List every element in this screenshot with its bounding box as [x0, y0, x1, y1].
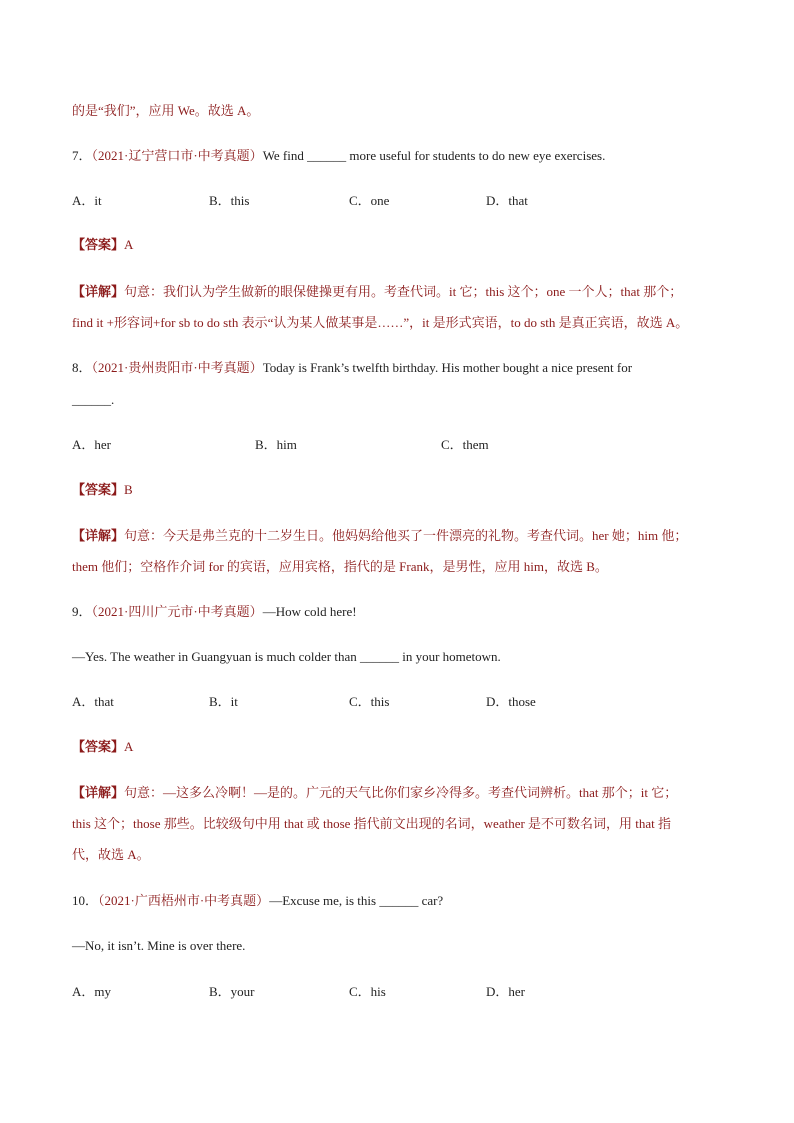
q7-answer: [72, 236, 738, 254]
q9-option-c: C．this: [349, 694, 390, 709]
q8-stem: [72, 359, 738, 377]
q7-option-c: C．one: [349, 193, 390, 208]
q9-detail-text-1: 句意：—这多么冷啊！—是的。广元的天气比你们家乡冷得多。考查代词辨析。that 那个；it 它；: [124, 785, 678, 800]
q7-detail-text-1: 句意：我们认为学生做新的眼保健操更有用。考查代词。it 它；this 这个；one 一个人；that 那个；: [124, 284, 683, 299]
q9-detail-3: 代，故选 A。: [72, 847, 150, 862]
q9-stem: [72, 603, 738, 621]
q9-number: 9．: [72, 604, 92, 619]
q8-detail-2: them 他们；空格作介词 for 的宾语，应用宾格，指代的是 Frank，是男性，应用 him，故选 B。: [72, 559, 608, 574]
q7-detail-tag: 【详解】: [72, 284, 125, 299]
q7-stem-text: We find ______ more useful for students to do new eye exercises.: [262, 148, 606, 163]
q10-option-d: D．her: [486, 984, 525, 999]
q7-number: 7．: [72, 148, 92, 163]
q9-answer: [72, 738, 738, 756]
q8-detail-tag: 【详解】: [72, 528, 125, 543]
q10-stem-text: —Excuse me, is this ______ car?: [269, 893, 444, 908]
q8-detail-1: [72, 527, 738, 545]
q9-source: （2021·四川广元市·中考真题）: [91, 604, 263, 619]
intro-text-a: 的是“我们”，应用: [72, 103, 178, 118]
q7-answer-tag: 【答案】: [72, 237, 125, 252]
q10-option-c: C．his: [349, 984, 386, 999]
q8-number: 8．: [72, 360, 92, 375]
q8-option-b: B．him: [255, 437, 297, 452]
q9-detail-2: this 这个；those 那些。比较级句中用 that 或 those 指代前文出现的名词，weather 是不可数名词，用 that 指: [72, 816, 672, 831]
q7-option-d: D．that: [486, 193, 528, 208]
q9-option-b: B．it: [209, 694, 238, 709]
q9-answer-tag: 【答案】: [72, 739, 125, 754]
q8-detail-text-1: 句意：今天是弗兰克的十二岁生日。他妈妈给他买了一件漂亮的礼物。考查代词。her 她；him 他；: [124, 528, 688, 543]
q7-detail-2: find it +形容词+for sb to do sth 表示“认为某人做某事是……”，it 是形式宾语，to do sth 是真正宾语，故选 A。: [72, 315, 689, 330]
q8-option-a: A．her: [72, 437, 111, 452]
q8-source: （2021·贵州贵阳市·中考真题）: [91, 360, 263, 375]
intro-line: [72, 102, 738, 120]
q9-stem-text: —How cold here!: [262, 604, 357, 619]
q8-option-c: C．them: [441, 437, 489, 452]
q10-option-b: B．your: [209, 984, 255, 999]
q7-answer-value: A: [124, 237, 134, 252]
q8-stem-cont: ______.: [72, 392, 115, 407]
q8-stem-text: Today is Frank’s twelfth birthday. His mother bought a nice present for: [262, 360, 633, 375]
q10-stem: [72, 892, 738, 910]
q7-stem: [72, 147, 738, 165]
q9-stem-cont: —Yes. The weather in Guangyuan is much colder than ______ in your hometown.: [72, 649, 501, 664]
q8-answer-value: B: [124, 482, 133, 497]
q10-stem-cont: —No, it isn’t. Mine is over there.: [72, 938, 246, 953]
q9-answer-value: A: [124, 739, 134, 754]
q10-number: 10．: [72, 893, 99, 908]
q7-source: （2021·辽宁营口市·中考真题）: [91, 148, 263, 163]
q8-answer: [72, 481, 738, 499]
q9-option-d: D．those: [486, 694, 536, 709]
q9-detail-tag: 【详解】: [72, 785, 125, 800]
q10-source: （2021·广西梧州市·中考真题）: [98, 893, 270, 908]
q8-answer-tag: 【答案】: [72, 482, 125, 497]
q9-option-a: A．that: [72, 694, 114, 709]
q10-option-a: A．my: [72, 984, 112, 999]
q9-detail-1: [72, 784, 738, 802]
intro-text-c: 。故选 A。: [194, 103, 260, 118]
intro-text-b: We: [177, 103, 195, 118]
q7-option-b: B．this: [209, 193, 250, 208]
q7-detail-1: [72, 283, 738, 301]
q7-option-a: A．it: [72, 193, 102, 208]
